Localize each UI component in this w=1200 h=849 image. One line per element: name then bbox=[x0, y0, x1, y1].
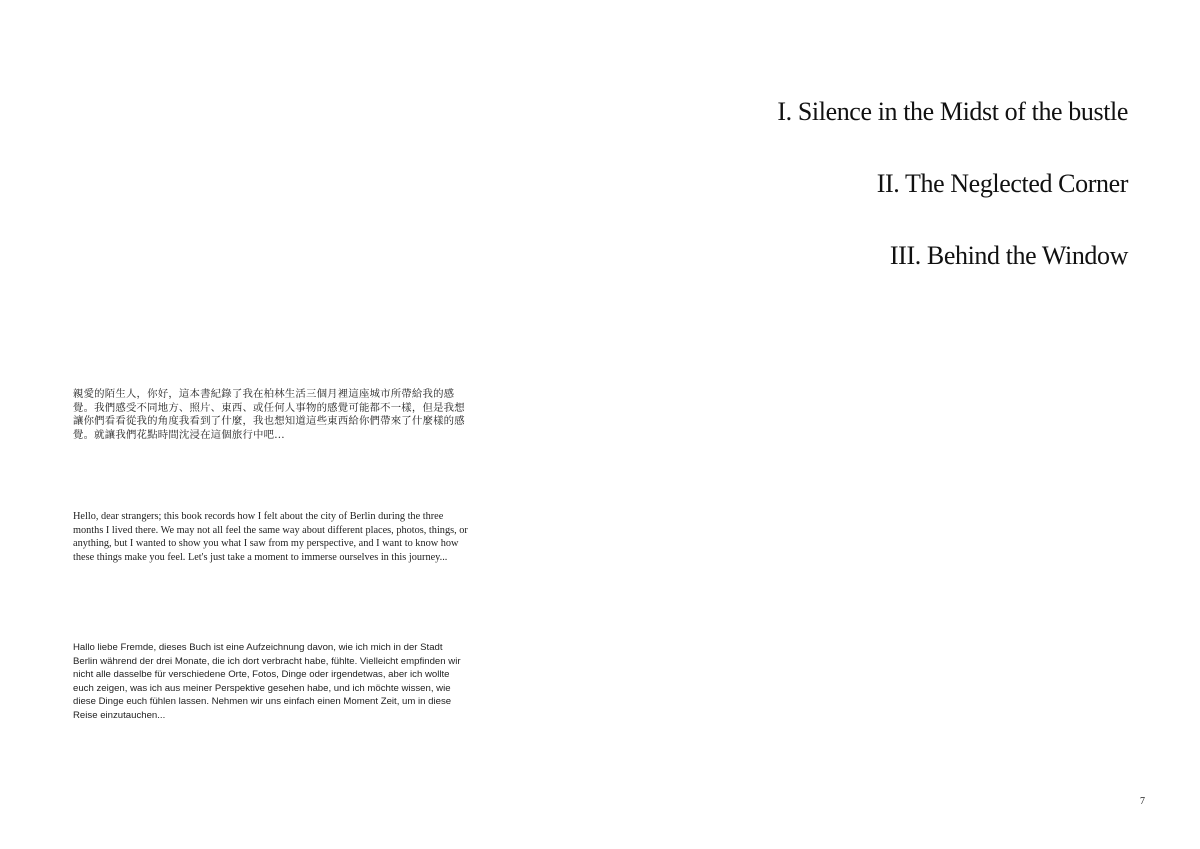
page-number: 7 bbox=[1140, 796, 1145, 807]
intro-text-german: Hallo liebe Fremde, dieses Buch ist eine Aufzeichnung davon, wie ich mich in der Stadt Berlin während der drei Monate, die ich dort verbracht habe, fühlte. Vielleicht empfinden wir nicht alle dasselbe für verschiedene Orte, Fotos, Dinge oder irgendetwas, aber ich wollte euch zeigen, was ich aus meiner Perspektive gesehen habe, und ich möchte wissen, wie diese Dinge euch fühlen lassen. Nehmen wir uns einfach einen Moment Zeit, um in diese Reise einzutauchen... bbox=[73, 642, 461, 721]
intro-text-chinese: 親愛的陌生人，你好，這本書紀錄了我在柏林生活三個月裡這座城市所帶給我的感覺。我們感受不同地方、照片、東西、或任何人事物的感覺可能都不一樣，但是我想讓你們看看從我的角度我看到了什麼，我也想知道這些東西給你們帶來了什麼樣的感覺。就讓我們花點時間沈浸在這個旅行中吧... bbox=[73, 388, 465, 441]
toc-item-chapter-1: I. Silence in the Midst of the bustle bbox=[777, 97, 1128, 126]
table-of-contents bbox=[777, 94, 1128, 310]
intro-text-english: Hello, dear strangers; this book records how I felt about the city of Berlin during the three months I lived there. We may not all feel the same way about different places, photos, things, or anything, but I wanted to show you what I saw from my perspective, and I want to know how these things make you feel. Let's just take a moment to immerse ourselves in this journey... bbox=[73, 511, 468, 563]
toc-item-chapter-3: III. Behind the Window bbox=[889, 241, 1128, 270]
toc-item-chapter-2: II. The Neglected Corner bbox=[876, 169, 1128, 198]
